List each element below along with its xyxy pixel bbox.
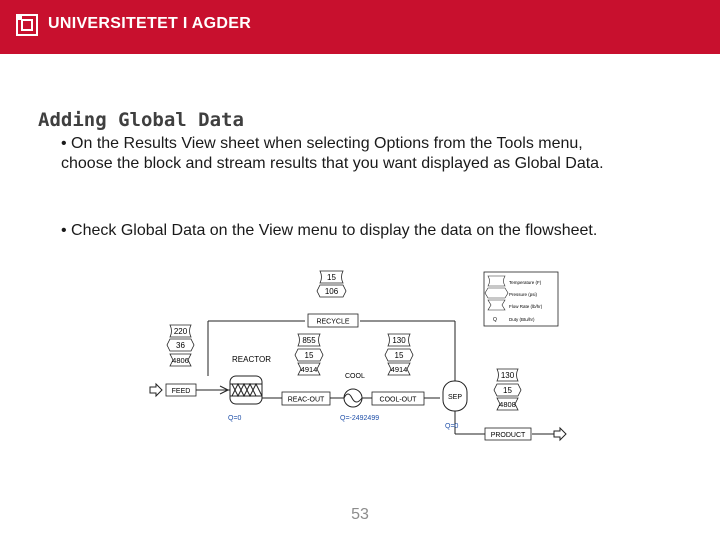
legend-pressure: Pressure (psi) bbox=[509, 292, 538, 297]
cool-out-temperature: 130 bbox=[392, 336, 406, 345]
page-number: 53 bbox=[351, 506, 369, 523]
reactor-vessel-icon bbox=[230, 376, 262, 404]
separator-label: SEP bbox=[447, 394, 463, 401]
recycle-stream-label: RECYCLE bbox=[316, 318, 350, 326]
reactor-label: REACTOR bbox=[232, 355, 271, 364]
recycle-data-tag bbox=[317, 271, 346, 297]
reac-out-data-tag bbox=[295, 334, 323, 375]
reac-out-flow-rate: 4914 bbox=[300, 365, 318, 374]
header-bar bbox=[0, 0, 720, 54]
cooler-heat-exchanger-icon bbox=[344, 389, 362, 407]
reac-out-temperature: 855 bbox=[302, 336, 316, 345]
feed-stream-label: FEED bbox=[171, 388, 191, 395]
cooler-duty: Q=-2492499 bbox=[340, 415, 380, 422]
bullet-global-data: • Check Global Data on the View menu to display the data on the flowsheet. bbox=[61, 222, 598, 239]
cool-out-pressure: 15 bbox=[394, 351, 404, 360]
legend-temperature: Temperature (F) bbox=[509, 280, 542, 285]
product-outlet-arrow-icon bbox=[554, 428, 566, 440]
product-data-tag bbox=[494, 369, 521, 410]
cooler-label: COOL bbox=[345, 373, 365, 380]
feed-inlet-arrow-icon bbox=[150, 384, 162, 396]
bullet-results-view: • On the Results View sheet when selecting Options from the Tools menu, choose the block and stream results that you want displayed as Global Data. bbox=[61, 135, 604, 172]
reactor-duty: Q=0 bbox=[228, 415, 242, 422]
product-temperature: 130 bbox=[500, 371, 515, 380]
recycle-pressure: 106 bbox=[324, 287, 339, 296]
university-logo-icon bbox=[16, 14, 38, 36]
slide-title: Adding Global Data bbox=[38, 109, 244, 131]
feed-flow-rate: 4806 bbox=[172, 356, 189, 365]
university-name: UNIVERSITETET I AGDER bbox=[48, 15, 252, 32]
product-stream-label: PRODUCT bbox=[490, 432, 526, 439]
feed-data-tag bbox=[167, 325, 194, 366]
product-pressure: 15 bbox=[503, 386, 512, 395]
legend-duty-symbol: Q bbox=[493, 317, 497, 323]
cool-out-data-tag bbox=[385, 334, 413, 375]
cool-out-stream-label: COOL-OUT bbox=[379, 396, 417, 404]
cool-out-flow-rate: 4914 bbox=[390, 365, 408, 374]
product-flow-rate: 4808 bbox=[499, 400, 516, 409]
legend-duty: Duty (Btu/hr) bbox=[509, 317, 535, 322]
recycle-temperature: 15 bbox=[327, 273, 336, 282]
reac-out-stream-label: REAC-OUT bbox=[287, 396, 325, 404]
legend-flow-rate: Flow Rate (lb/hr) bbox=[509, 304, 543, 309]
feed-pressure: 36 bbox=[176, 341, 185, 350]
process-flowsheet bbox=[140, 266, 580, 446]
recycle-stream-lines bbox=[208, 318, 455, 381]
flowsheet-legend bbox=[484, 272, 558, 326]
reac-out-pressure: 15 bbox=[304, 351, 314, 360]
separator-duty: Q=0 bbox=[445, 423, 459, 430]
feed-temperature: 220 bbox=[173, 327, 188, 336]
